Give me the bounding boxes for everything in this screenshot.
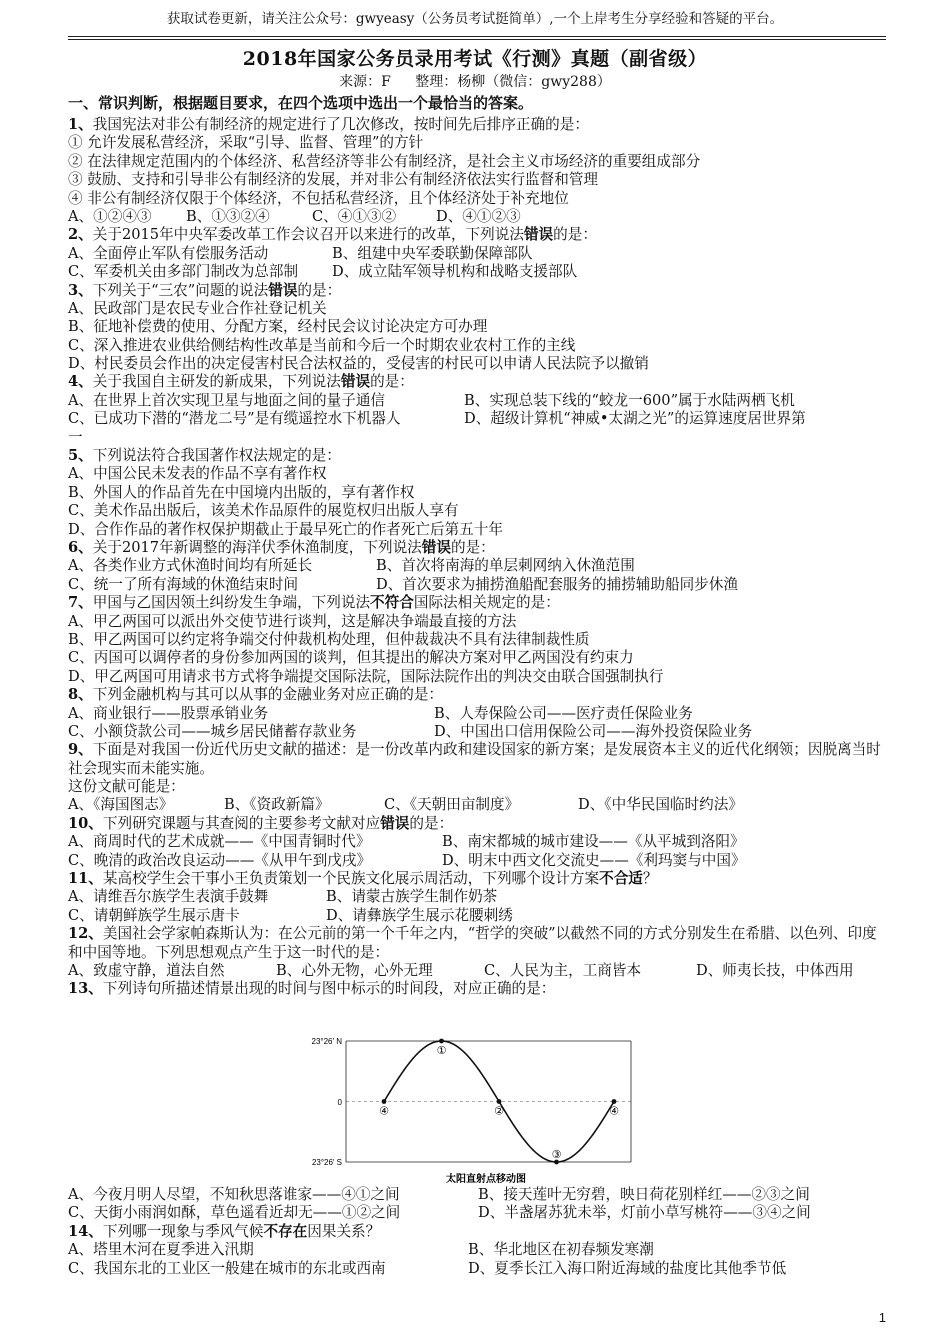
tick-label-south: 23°26′ S <box>311 1158 342 1167</box>
option: C、天街小雨润如酥，草色遥看近却无——①②之间 <box>68 1204 401 1222</box>
emphasis-text: 不存在 <box>263 1222 308 1240</box>
option: A、各类作业方式休渔时间均有所延长 <box>68 557 313 575</box>
option: B、请蒙古族学生制作奶茶 <box>326 888 498 906</box>
question-text: 下列关于“三农”问题的说法 <box>92 281 269 299</box>
sun-path-points <box>379 1039 619 1165</box>
option: C、已成功下潜的“潜龙二号”是有缆遥控水下机器人 <box>68 410 401 428</box>
option-row <box>68 723 888 741</box>
option-line: A、民政部门是农民专业合作社登记机关 <box>68 299 327 317</box>
option: C、军委机关由多部门制改为总部制 <box>68 263 299 281</box>
question-text: 我国宪法对非公有制经济的规定进行了几次修改，按时间先后排序正确的是： <box>92 116 589 133</box>
question-list-lower <box>68 1186 888 1278</box>
option: B、南宋都城的城市建设——《从平城到洛阳》 <box>442 833 745 851</box>
option-row <box>68 208 888 226</box>
statement-item: ③ 鼓励、支持和引导非公有制经济的发展，并对非公有制经济依法实行监督和管理 <box>68 171 599 189</box>
question-text: 因果关系？ <box>307 1222 381 1240</box>
option-row <box>68 410 888 428</box>
option-line: C、丙国可以调停者的身份参加两国的谈判，但其提出的解决方案对甲乙两国没有约束力 <box>68 649 634 667</box>
question-number: 10、 <box>68 814 103 832</box>
option-line: B、征地补偿费的使用、分配方案，经村民会议讨论决定方可办理 <box>68 318 488 336</box>
question-text: 关于2017年新调整的海洋伏季休渔制度，下列说法 <box>92 538 422 556</box>
question-text: 美国社会学家帕森斯认为：在公元前的第一个千年之内，“哲学的突破”以截然不同的方式分别发生在希腊、以色列、印度和中国等地。下列思想观点产生于这一时代的是： <box>68 925 877 961</box>
option: B、华北地区在初春频发寒潮 <box>468 1241 654 1259</box>
sun-point-marker <box>497 1099 502 1104</box>
option: B、实现总装下线的“蛟龙一600”属于水陆两栖飞机 <box>464 391 795 409</box>
question-text: 的是： <box>553 226 597 244</box>
question-text: 下列哪一现象与季风气候 <box>102 1222 264 1240</box>
question-text: 下面是对我国一份近代历史文献的描述：是一份改革内政和建设国家的新方案；是发展资本主义的近代化纲领；因脱离当时社会现实而未能实施。 <box>68 741 881 777</box>
question-text: ？ <box>642 870 658 888</box>
question-stem <box>68 1223 888 1241</box>
emphasis-text: 错误 <box>268 281 298 299</box>
emphasis-text: 错误 <box>421 538 451 556</box>
question-text: 下列诗句所描述情景出现的时间与图中标示的时间段，对应正确的是： <box>102 980 556 998</box>
option-line: D、村民委员会作出的决定侵害村民合法权益的，受侵害的村民可以申请人民法院予以撤销 <box>68 355 649 373</box>
option-line: B、外国人的作品首先在中国境内出版的，享有著作权 <box>68 483 415 501</box>
option-row <box>68 907 888 925</box>
question-number: 4、 <box>68 373 93 391</box>
question-number: 3、 <box>68 281 93 299</box>
question-stem <box>68 116 888 134</box>
option: C、晚清的政治改良运动——《从甲午到戊戌》 <box>68 851 372 869</box>
sun-point-label: ② <box>494 1104 504 1118</box>
option-line: D、甲乙两国可用请求书方式将争端提交国际法院，国际法院作出的判决交由联合国强制执行 <box>68 667 664 685</box>
option: C、统一了所有海域的休渔结束时间 <box>68 575 299 593</box>
option-row <box>68 263 888 281</box>
question-stem <box>68 870 888 888</box>
option: A、全面停止军队有偿服务活动 <box>68 244 269 262</box>
question-stem <box>68 686 888 704</box>
emphasis-text: 错误 <box>523 226 554 244</box>
question-number: 1、 <box>68 116 93 133</box>
option-line-wrap: 一 <box>68 428 83 446</box>
option: A、商业银行——股票承销业务 <box>68 704 269 722</box>
option-row <box>68 576 888 594</box>
option: A、商周时代的艺术成就——《中国青铜时代》 <box>68 833 371 851</box>
sun-point-marker <box>382 1099 387 1104</box>
tick-label-north: 23°26′ N <box>311 1037 342 1046</box>
emphasis-text: 错误 <box>380 814 410 832</box>
page-title: 2018年国家公务员录用考试《行测》真题（副省级） <box>242 48 708 70</box>
option-line: B、甲乙两国可以约定将争端交付仲裁机构处理，但仲裁裁决不具有法律制裁性质 <box>68 630 590 648</box>
option-row <box>68 852 888 870</box>
option: B、人寿保险公司——医疗责任保险业务 <box>434 704 693 722</box>
option: C、我国东北的工业区一般建在城市的东北或西南 <box>68 1259 386 1277</box>
option: D、超级计算机“神威•太湖之光”的运算速度居世界第 <box>464 410 806 428</box>
sun-point-label: ④ <box>379 1104 389 1118</box>
question-stem <box>68 741 884 778</box>
option-line: C、深入推进农业供给侧结构性改革是当前和今后一个时期农业农村工作的主线 <box>68 336 576 354</box>
option: B、①③②④ <box>186 207 270 225</box>
option-row <box>68 796 888 814</box>
option: A、《海国图志》 <box>68 796 174 814</box>
option: B、《资政新篇》 <box>224 796 330 814</box>
question-stem <box>68 980 888 998</box>
question-text: 下列说法符合我国著作权法规定的是： <box>92 447 341 465</box>
emphasis-text: 不符合 <box>370 594 414 612</box>
question-text: 的是： <box>297 281 342 299</box>
question-number: 2、 <box>68 226 93 244</box>
option-line: A、中国公民未发表的作品不享有著作权 <box>68 465 327 483</box>
question-number: 5、 <box>68 447 93 465</box>
question-stem <box>68 447 888 465</box>
option-row <box>68 705 888 723</box>
section-heading: 一、常识判断，根据题目要求，在四个选项中选出一个最恰当的答案。 <box>68 94 534 112</box>
question-stem <box>68 925 884 962</box>
question-text: 关于2015年中央军委改革工作会议召开以来进行的改革，下列说法 <box>92 226 524 244</box>
option-row <box>68 1241 888 1259</box>
question-text: 某高校学生会干事小王负责策划一个民族文化展示周活动，下列哪个设计方案 <box>102 870 600 888</box>
question-text: 下列研究课题与其查阅的主要参考文献对应 <box>102 814 381 832</box>
header-rule-2 <box>68 39 886 40</box>
question-stem <box>68 282 888 300</box>
header-notice: 获取试卷更新，请关注公众号：gwyeasy（公务员考试挺简单）,一个上岸考生分享经验和答疑的平台。 <box>166 11 784 27</box>
option: D、首次要求为捕捞渔船配套服务的捕捞辅助船同步休渔 <box>376 575 738 593</box>
option-line: C、美术作品出版后，该美术作品原件的展览权归出版人享有 <box>68 502 459 520</box>
option-row <box>68 557 888 575</box>
sun-point-label: ③ <box>551 1148 562 1161</box>
editor-text: 整理：杨柳（微信：gwy288） <box>415 74 611 90</box>
option: A、在世界上首次实现卫星与地面之间的量子通信 <box>68 391 386 409</box>
option: A、今夜月明人尽望，不知秋思落谁家——④①之间 <box>68 1186 400 1203</box>
tick-label-equator: 0 <box>337 1098 342 1107</box>
option-row <box>68 833 888 851</box>
option: D、成立陆军领导机构和战略支援部队 <box>332 263 578 281</box>
question-text: 的是： <box>409 814 454 832</box>
option: C、人民为主，工商皆本 <box>484 962 642 980</box>
option: D、师夷长技，中体西用 <box>696 962 854 980</box>
question-text: 甲国与乙国因领土纠纷发生争端，下列说法 <box>92 594 371 612</box>
option: A、请维吾尔族学生表演手鼓舞 <box>68 888 269 906</box>
question-list <box>68 116 888 999</box>
option: C、《天朝田亩制度》 <box>384 796 520 814</box>
sun-point-marker <box>612 1099 617 1104</box>
option-row <box>68 245 888 263</box>
option: C、小额贷款公司——城乡居民储蓄存款业务 <box>68 722 357 740</box>
option-line: D、合作作品的著作权保护期截止于最早死亡的作者死亡后第五十年 <box>68 520 503 538</box>
option: B、组建中央军委联勤保障部队 <box>332 244 533 262</box>
question-stem <box>68 373 888 391</box>
sun-point-label: ④ <box>609 1104 619 1118</box>
option-row <box>68 1186 888 1204</box>
option: D、请彝族学生展示花腰刺绣 <box>326 906 513 924</box>
option-row <box>68 962 888 980</box>
question-number: 8、 <box>68 686 93 704</box>
question-number: 7、 <box>68 594 93 612</box>
option-row <box>68 1204 888 1222</box>
sun-point-marker <box>439 1039 444 1044</box>
question-stem-cont: 这份文献可能是： <box>68 778 185 796</box>
statement-item: ④ 非公有制经济仅限于个体经济，不包括私营经济，且个体经济处于补充地位 <box>68 189 569 207</box>
source-text: 来源：F <box>339 74 391 90</box>
option: D、《中华民国临时约法》 <box>578 796 743 814</box>
option: D、中国出口信用保险公司——海外投资保险业务 <box>434 722 753 740</box>
sun-path-figure <box>296 1034 636 1186</box>
question-text: 下列金融机构与其可以从事的金融业务对应正确的是： <box>92 686 444 704</box>
option: D、④①②③ <box>436 207 521 225</box>
question-stem <box>68 226 888 244</box>
option: A、致虚守静，道法自然 <box>68 962 225 980</box>
question-stem <box>68 594 888 612</box>
option: B、心外无物，心外无理 <box>276 962 433 980</box>
question-number: 11、 <box>68 870 103 888</box>
sun-path-chart <box>296 1034 636 1186</box>
header-rule <box>68 36 886 37</box>
option-row <box>68 1260 888 1278</box>
option-line: A、甲乙两国可以派出外交使节进行谈判，这是解决争端最直接的方法 <box>68 612 517 630</box>
option-row <box>68 888 888 906</box>
option-row <box>68 392 888 410</box>
sun-point-label: ① <box>436 1044 447 1057</box>
statement-item: ① 允许发展私营经济，采取“引导、监督、管理”的方针 <box>68 134 424 152</box>
emphasis-text: 不合适 <box>599 870 643 888</box>
option: D、明末中西文化交流史——《利玛窦与中国》 <box>442 851 746 869</box>
option: B、首次将南海的单层刺网纳入休渔范围 <box>376 557 635 575</box>
emphasis-text: 错误 <box>340 373 371 391</box>
question-text: 关于我国自主研发的新成果，下列说法 <box>92 373 341 391</box>
question-text: 的是： <box>370 373 414 391</box>
option: D、夏季长江入海口附近海域的盐度比其他季节低 <box>468 1259 787 1277</box>
option: D、半盏屠苏犹未举，灯前小草写桃符——③④之间 <box>478 1204 811 1222</box>
question-stem <box>68 539 888 557</box>
option: C、④①③② <box>312 207 397 225</box>
question-number: 13、 <box>68 980 103 998</box>
question-number: 9、 <box>68 741 93 759</box>
question-number: 12、 <box>68 925 103 943</box>
source-line <box>0 73 950 91</box>
page-number: 1 <box>878 1310 886 1325</box>
statement-item: ② 在法律规定范围内的个体经济、私营经济等非公有制经济，是社会主义市场经济的重要组成部分 <box>68 152 701 170</box>
question-text: 国际法相关规定的是： <box>413 594 560 612</box>
question-number: 6、 <box>68 538 93 556</box>
option: C、请朝鲜族学生展示唐卡 <box>68 906 240 924</box>
question-text: 的是： <box>450 538 495 556</box>
option: A、①②④③ <box>68 207 152 225</box>
chart-title: 太阳直射点移动图 <box>446 1174 526 1185</box>
option: A、塔里木河在夏季进入汛期 <box>68 1241 254 1259</box>
question-number: 14、 <box>68 1222 103 1240</box>
option: B、接天莲叶无穷碧，映日荷花别样红——②③之间 <box>478 1186 810 1203</box>
question-stem <box>68 815 888 833</box>
